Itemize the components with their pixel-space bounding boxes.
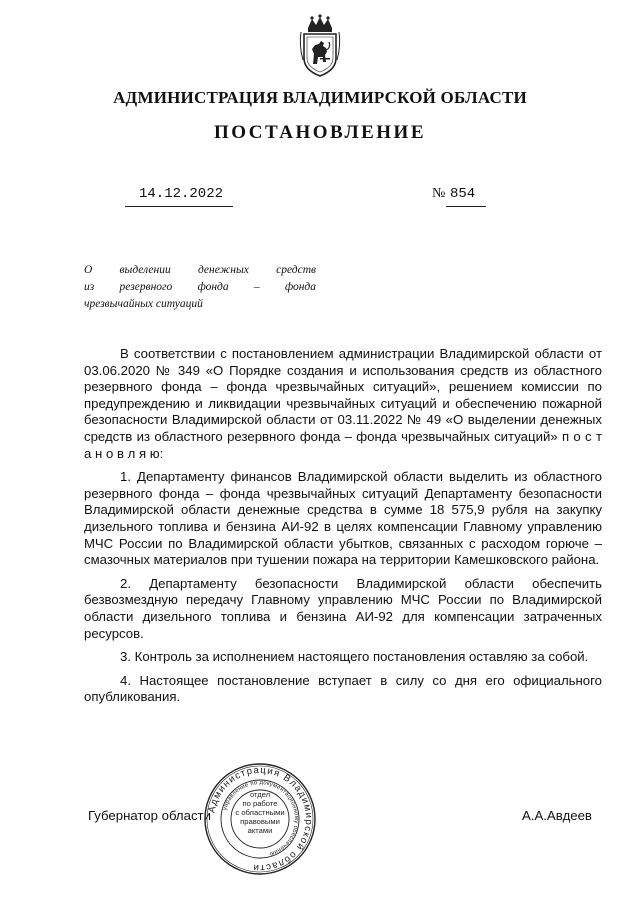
document-body xyxy=(84,346,602,713)
stamp-line: отдел xyxy=(249,790,271,799)
stamp-line: правовыми xyxy=(240,817,280,826)
subject-line: чрезвычайных ситуаций xyxy=(84,298,203,310)
preamble-paragraph: В соответствии с постановлением администрации Владимирской области от 03.06.2020 № 349 «О Порядке создания и использования средств из областного резервного фонда – фонда чрезвычайных ситуаций», решением комиссии по предупреждению и ликвидации чрезвычайных ситуаций и обеспечению пожарной безопасности Владимирской области от 03.11.2022 № 49 «О выделении денежных средств из областного резервного фонда – фонда чрезвычайных ситуаций» п о с т а н о в л я ю: xyxy=(84,346,602,461)
official-stamp xyxy=(203,762,317,876)
stamp-ring-text: управление по документационному обеспечению xyxy=(222,779,300,857)
subject-line: О выделении денежных средств xyxy=(84,264,316,276)
document-number: 854 xyxy=(450,186,476,202)
resolution-item: 4. Настоящее постановление вступает в силу со дня его официального опубликования. xyxy=(84,672,602,705)
organization-name: АДМИНИСТРАЦИЯ ВЛАДИМИРСКОЙ ОБЛАСТИ xyxy=(113,88,527,107)
coat-of-arms-icon xyxy=(298,14,342,78)
stamp-outer-text: Администрация Владимирской области xyxy=(206,764,315,874)
signatory-name: А.А.Авдеев xyxy=(522,808,592,823)
stamp-line: актами xyxy=(247,826,273,835)
document-number-field xyxy=(446,186,486,207)
number-label: № xyxy=(432,186,446,201)
resolution-item: 1. Департаменту финансов Владимирской области выделить из областного резервного фонда – фонда чрезвычайных ситуаций Департаменту безопасности Владимирской области денежные средства в сумме 18 575,9 рубля на закупку дизельного топлива и бензина АИ-92 в целях компенсации Главному управлению МЧС России по Владимирской области убытков, связанных с расходом горюче – смазочных материалов при тушении пожара на территории Камешковского района. xyxy=(84,469,602,568)
stamp-line: по работе xyxy=(242,799,278,808)
document-type: ПОСТАНОВЛЕНИЕ xyxy=(213,122,427,143)
stamp-line: с областными xyxy=(235,808,285,817)
signatory-title: Губернатор области xyxy=(88,808,211,823)
stamp-center-text xyxy=(233,790,287,835)
document-date: 14.12.2022 xyxy=(139,186,224,202)
resolution-item: 3. Контроль за исполнением настоящего постановления оставляю за собой. xyxy=(120,649,589,665)
resolution-item: 2. Департаменту безопасности Владимирской области обеспечить безвозмездную передачу Главному управлению МЧС России по Владимирской области дизельного топлива и бензина АИ-92 для компенсации затраченных ресурсов. xyxy=(84,575,602,641)
document-subject xyxy=(84,262,316,313)
document-date-field xyxy=(125,186,233,207)
subject-line: из резервного фонда – фонда xyxy=(84,281,316,293)
